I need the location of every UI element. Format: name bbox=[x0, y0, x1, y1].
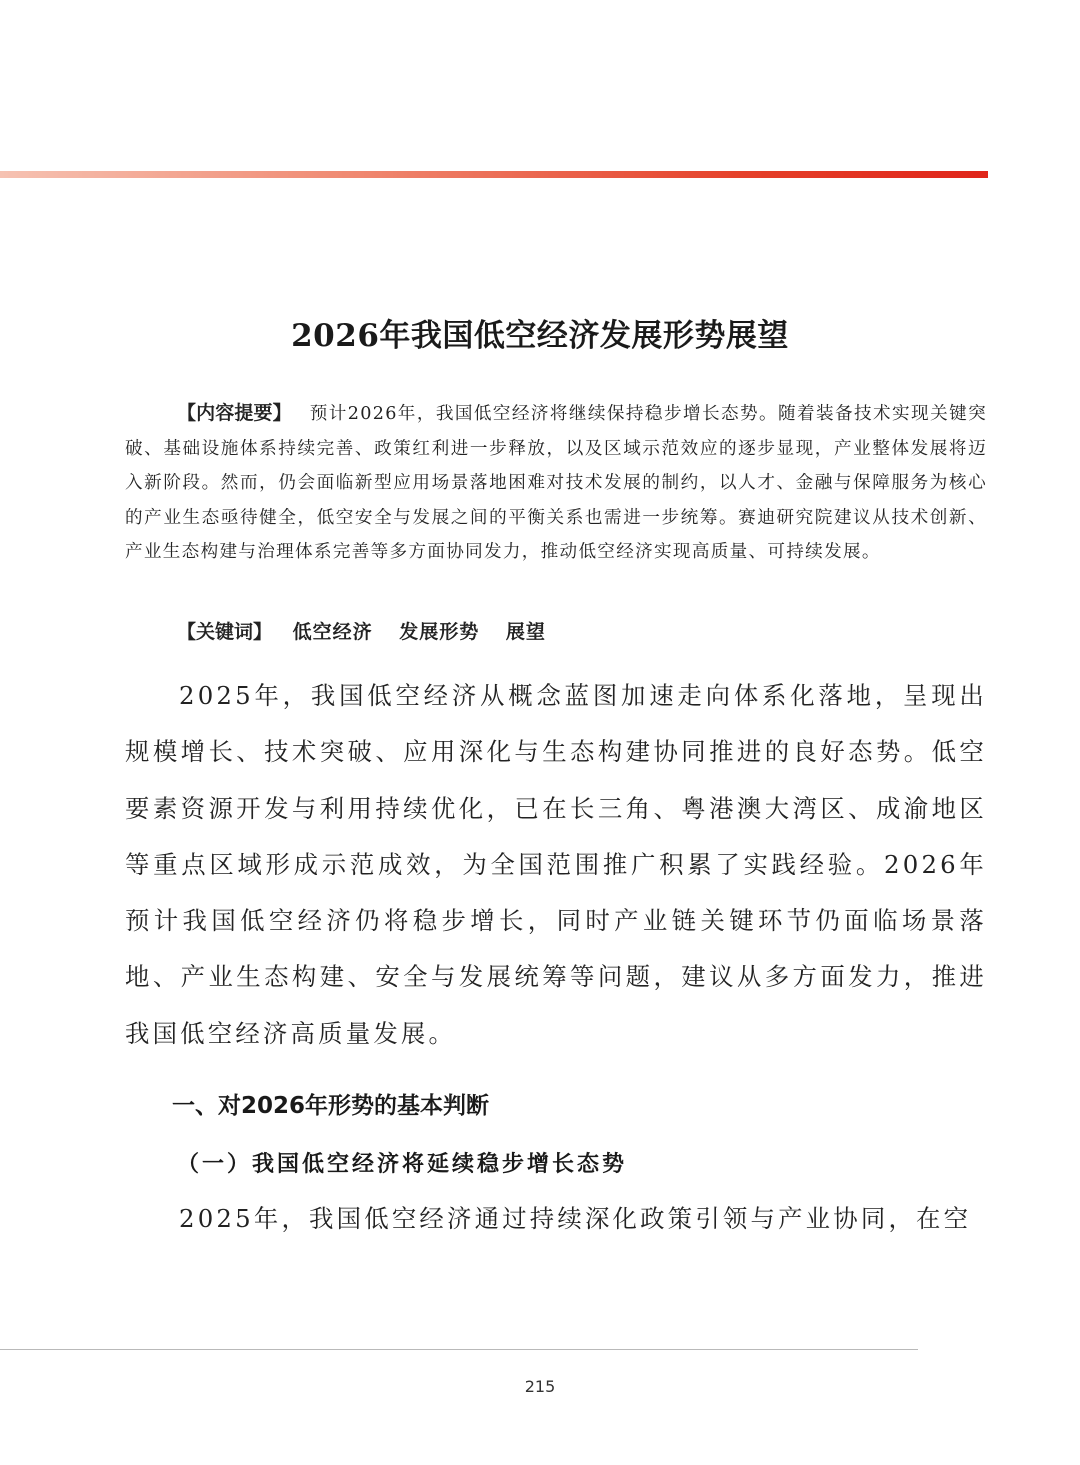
header-accent-rule bbox=[0, 171, 988, 178]
subsection-heading: （一）我国低空经济将延续稳步增长态势 bbox=[177, 1151, 628, 1177]
body-paragraph-intro: 2025年，我国低空经济从概念蓝图加速走向体系化落地，呈现出规模增长、技术突破、应用深化与生态构建协同推进的良好态势。低空要素资源开发与利用持续优化，已在长三角、粤港澳大湾区、成渝地区等重点区域形成示范成效，为全国范围推广积累了实践经验。2026年预计我国低空经济仍将稳步增长，同时产业链关键环节仍面临场景落地、产业生态构建、安全与发展统筹等问题，建议从多方面发力，推进我国低空经济高质量发展。 bbox=[125, 681, 987, 1048]
keywords-label: 【关键词】 bbox=[177, 621, 273, 643]
keyword-item: 发展形势 bbox=[399, 621, 480, 643]
document-title: 2026年我国低空经济发展形势展望 bbox=[291, 317, 789, 354]
keyword-item: 展望 bbox=[505, 621, 546, 643]
section-heading: 一、对2026年形势的基本判断 bbox=[172, 1093, 490, 1119]
abstract-paragraph bbox=[125, 396, 987, 570]
abstract-label: 【内容提要】 bbox=[177, 402, 292, 424]
keyword-item: 低空经济 bbox=[292, 621, 373, 643]
body-paragraph-continued: 2025年，我国低空经济通过持续深化政策引领与产业协同，在空 bbox=[179, 1204, 972, 1233]
page-number: 215 bbox=[524, 1377, 556, 1396]
footer-divider bbox=[0, 1349, 918, 1350]
abstract-text: 预计2026年，我国低空经济将继续保持稳步增长态势。随着装备技术实现关键突破、基础设施体系持续完善、政策红利进一步释放，以及区域示范效应的逐步显现，产业整体发展将迈入新阶段。然而，仍会面临新型应用场景落地困难对技术发展的制约，以人才、金融与保障服务为核心的产业生态亟待健全，低空安全与发展之间的平衡关系也需进一步统筹。赛迪研究院建议从技术创新、产业生态构建与治理体系完善等多方面协同发力，推动低空经济实现高质量、可持续发展。 bbox=[125, 404, 987, 562]
keywords-line bbox=[177, 617, 566, 644]
